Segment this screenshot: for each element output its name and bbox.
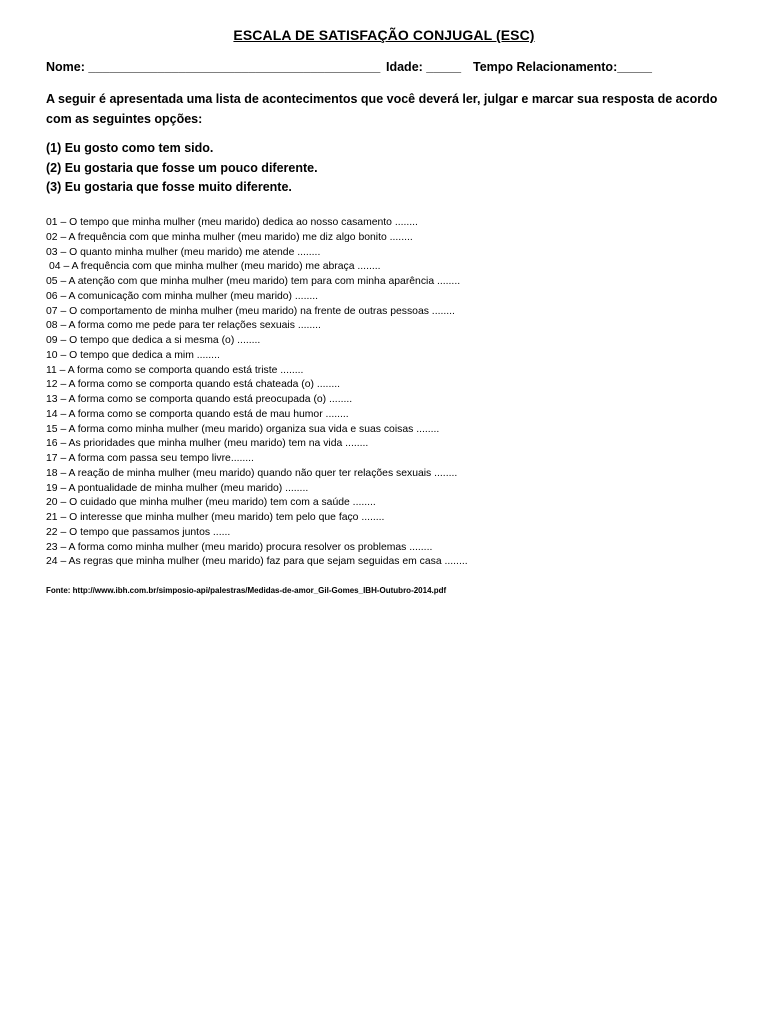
scale-item: 16 – As prioridades que minha mulher (meu marido) tem na vida ........ <box>46 438 369 450</box>
respondent-fields <box>46 60 726 78</box>
scale-item: 14 – A forma como se comporta quando está de mau humor ........ <box>46 408 349 420</box>
scale-item: 04 – A frequência com que minha mulher (meu marido) me abraça ........ <box>49 261 381 273</box>
scale-item: 22 – O tempo que passamos juntos ...... <box>46 526 231 538</box>
scale-item: 21 – O interesse que minha mulher (meu marido) tem pelo que faço ........ <box>46 512 385 523</box>
relationship-time-field: Tempo Relacionamento:_____ <box>473 60 652 74</box>
scale-item: 03 – O quanto minha mulher (meu marido) me atende ........ <box>46 246 321 258</box>
scale-item: 13 – A forma como se comporta quando está preocupada (o) ........ <box>46 394 353 405</box>
scale-item: 08 – A forma como me pede para ter relações sexuais ........ <box>46 320 321 332</box>
option-2: (2) Eu gostaria que fosse um pouco diferente. <box>46 160 318 175</box>
scale-item: 11 – A forma como se comporta quando está triste ........ <box>46 364 304 376</box>
scale-item: 23 – A forma como minha mulher (meu marido) procura resolver os problemas ........ <box>46 541 433 553</box>
document-title: ESCALA DE SATISFAÇÃO CONJUGAL (ESC) <box>233 27 535 43</box>
scale-item: 18 – A reação de minha mulher (meu marido) quando não quer ter relações sexuais ........ <box>46 467 458 479</box>
scale-item: 02 – A frequência com que minha mulher (meu marido) me diz algo bonito ........ <box>46 231 413 243</box>
scale-item: 09 – O tempo que dedica a si mesma (o) ........ <box>46 335 261 346</box>
scale-item: 06 – A comunicação com minha mulher (meu marido) ........ <box>46 290 319 302</box>
source-citation: Fonte: http://www.ibh.com.br/simposio-api/palestras/Medidas-de-amor_Gil-Gomes_IBH-Outubro-2014.pdf <box>46 586 447 595</box>
scale-item: 15 – A forma como minha mulher (meu marido) organiza sua vida e suas coisas ........ <box>46 423 440 435</box>
age-field: Idade: _____ <box>386 60 462 74</box>
name-field: Nome: __________________________________________ <box>46 60 381 74</box>
scale-item: 17 – A forma com passa seu tempo livre........ <box>46 453 254 464</box>
scale-item: 10 – O tempo que dedica a mim ........ <box>46 349 220 361</box>
scale-items-list <box>46 216 736 570</box>
option-3: (3) Eu gostaria que fosse muito diferente. <box>46 180 292 194</box>
response-options <box>46 139 726 198</box>
scale-item: 20 – O cuidado que minha mulher (meu marido) tem com a saúde ........ <box>46 497 376 509</box>
scale-item: 01 – O tempo que minha mulher (meu marido) dedica ao nosso casamento ........ <box>46 217 418 228</box>
scale-item: 05 – A atenção com que minha mulher (meu marido) tem para com minha aparência ........ <box>46 276 461 287</box>
scale-item: 12 – A forma como se comporta quando está chateada (o) ........ <box>46 379 340 391</box>
scale-item: 19 – A pontualidade de minha mulher (meu marido) ........ <box>46 482 309 494</box>
option-1: (1) Eu gosto como tem sido. <box>46 141 214 155</box>
scale-item: 24 – As regras que minha mulher (meu marido) faz para que sejam seguidas em casa ........ <box>46 556 468 568</box>
instructions-paragraph: A seguir é apresentada uma lista de acontecimentos que você deverá ler, julgar e marcar sua resposta de acordo com as seguintes opções: <box>46 92 718 126</box>
scale-item: 07 – O comportamento de minha mulher (meu marido) na frente de outras pessoas ........ <box>46 305 455 317</box>
